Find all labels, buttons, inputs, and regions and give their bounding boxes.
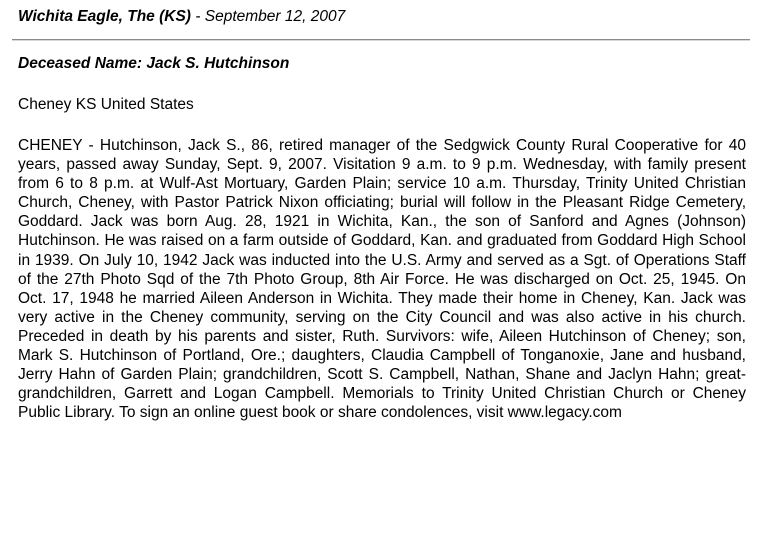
publication-header [18,8,345,26]
header-separator: - [190,8,205,25]
header-divider [12,39,750,41]
obituary-text: CHENEY - Hutchinson, Jack S., 86, retired manager of the Sedgwick County Rural Cooperative for 40 years, passed away Sunday, Sept. 9, 2007. Visitation 9 a.m. to 9 p.m. Wednesday, with family present from 6 to 8 p.m. at Wulf-Ast Mortuary, Garden Plain; service 10 a.m. Thursday, Trinity United Christian Church, Cheney, with Pastor Patrick Nixon officiating; burial will follow in the Pleasant Ridge Cemetery, Goddard. Jack was born Aug. 28, 1921 in Wichita, Kan., the son of Sanford and Agnes (Johnson) Hutchinson. He was raised on a farm outside of Goddard, Kan. and graduated from Goddard High School in 1939. On July 10, 1942 Jack was inducted into the U.S. Army and served as a Sgt. of Operations Staff of the 27th Photo Sqd of the 7th Photo Group, 8th Air Force. He was discharged on Oct. 25, 1945. On Oct. 17, 1948 he married Aileen Anderson in Wichita. They made their home in Cheney, Kan. Jack was very active in the Cheney community, serving on the City Council and was also active in his church. Preceded in death by his parents and sister, Ruth. Survivors: wife, Aileen Hutchinson of Cheney; son, Mark S. Hutchinson of Portland, Ore.; daughters, Claudia Campbell of Tonganoxie, Jane and husband, Jerry Hahn of Garden Plain; grandchildren, Scott S. Campbell, Nathan, Shane and Jaclyn Hahn; great-grandchildren, Garrett and Logan Campbell. Memorials to Trinity United Christian Church or Cheney Public Library. To sign an online guest book or share condolences, visit www.legacy.com [18,137,746,422]
deceased-name: Deceased Name: Jack S. Hutchinson [18,55,290,72]
publication-date: September 12, 2007 [204,8,346,25]
deceased-location: Cheney KS United States [18,96,194,113]
publication-source: Wichita Eagle, The (KS) [18,8,191,25]
